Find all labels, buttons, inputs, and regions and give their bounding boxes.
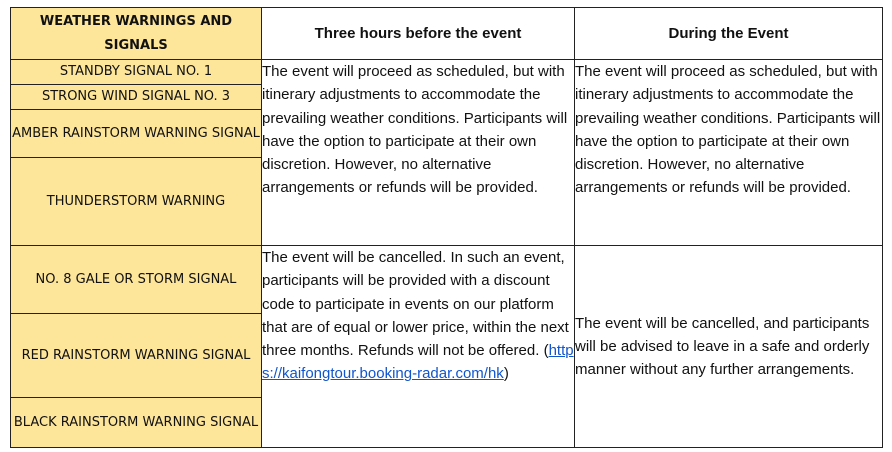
table-row [11,60,883,85]
header-weather-signals: WEATHER WARNINGS AND SIGNALS [11,8,262,60]
group1-before-text: The event will proceed as scheduled, but with itinerary adjustments to accommodate the prevailing weather conditions. Participants will have the option to participate at their own discretion. However, no alternative arrangements or refunds will be provided. [262,60,575,246]
header-during-event: During the Event [575,8,883,60]
group2-during-text: The event will be cancelled, and participants will be advised to leave in a safe and orderly manner without any further arrangements. [575,246,883,448]
signal-no8-gale: NO. 8 GALE OR STORM SIGNAL [11,246,262,314]
group2-before-text: The event will be cancelled. In such an event, participants will be provided with a discount code to participate in events on our platform that are of equal or lower price, within the next three months. Refunds will not be offered. [262,249,569,360]
signal-strong-wind-3: STRONG WIND SIGNAL NO. 3 [11,85,262,110]
weather-policy-table [10,7,883,448]
link-close-paren: ) [503,365,509,383]
signal-red-rainstorm: RED RAINSTORM WARNING SIGNAL [11,314,262,398]
signal-black-rainstorm: BLACK RAINSTORM WARNING SIGNAL [11,398,262,448]
header-three-hours-before: Three hours before the event [262,8,575,60]
link-open-paren: ( [543,342,549,360]
signal-amber-rainstorm: AMBER RAINSTORM WARNING SIGNAL [11,110,262,158]
table-header-row [11,8,883,60]
group2-before-cell [262,246,575,448]
booking-link[interactable]: https://kaifongtour.booking-radar.com/hk [262,342,574,383]
signal-thunderstorm: THUNDERSTORM WARNING [11,158,262,246]
group1-during-text: The event will proceed as scheduled, but with itinerary adjustments to accommodate the prevailing weather conditions. Participants will have the option to participate at their own discretion. However, no alternative arrangements or refunds will be provided. [575,60,883,246]
table-row [11,246,883,314]
signal-standby-1: STANDBY SIGNAL NO. 1 [11,60,262,85]
